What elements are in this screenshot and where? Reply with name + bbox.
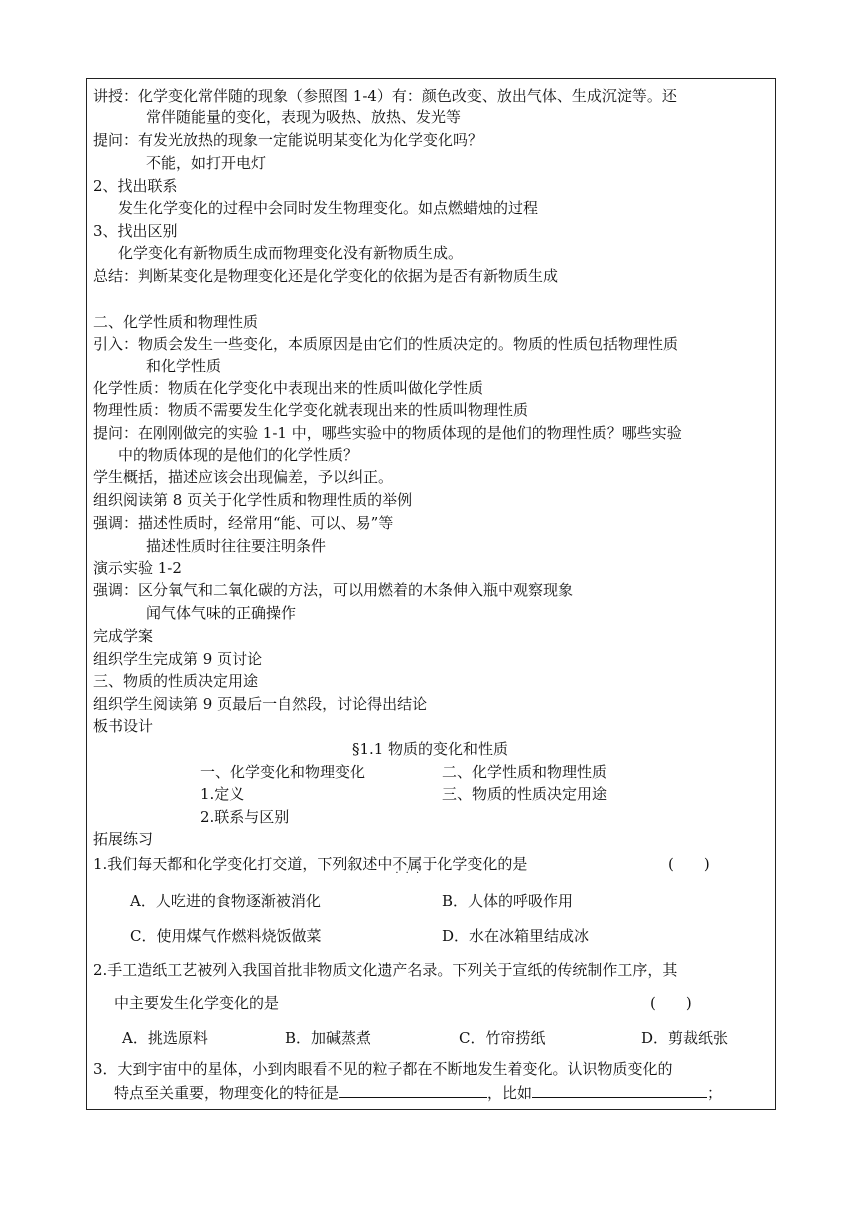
answer-bracket: ( ) [650,994,692,1012]
text-line: 强调：描述性质时，经常用“能、可以、易”等 [93,514,394,532]
option-b: B．加碱蒸煮 [285,1029,372,1047]
text-line: 引入：物质会发生一些变化，本质原因是由它们的性质决定的。物质的性质包括物理性质 [93,335,679,353]
question-3-text: 特点至关重要，物理变化的特征是 [114,1084,340,1102]
question-3-text: ，比如 [487,1084,533,1102]
emphasis-marked-text: 不属于 · · · [392,854,437,874]
text-line: 提问：有发光放热的现象一定能说明某变化为化学变化吗？ [93,131,484,149]
question-1 [93,854,527,874]
text-line: 化学变化有新物质生成而物理变化没有新物质生成。 [118,244,464,262]
option-b: B．人体的呼吸作用 [442,892,574,910]
section-heading: 二、化学性质和物理性质 [93,313,259,331]
exercise-heading: 拓展练习 [93,830,154,848]
text-line: 和化学性质 [146,357,222,375]
text-line: 讲授：化学变化常伴随的现象（参照图 1-4）有：颜色改变、放出气体、生成沉淀等。还 [93,87,677,105]
question-1-text: 1.我们每天都和化学变化打交道，下列叙述中 [93,855,393,873]
text-line: 组织学生阅读第 9 页最后一自然段，讨论得出结论 [93,695,428,713]
board-item: 1.定义 [200,785,245,803]
answer-blank[interactable] [339,1083,487,1098]
question-2: 2.手工造纸工艺被列入我国首批非物质文化遗产名录。下列关于宣纸的传统制作工序，其 [93,961,678,979]
text-line: 提问：在刚刚做完的实验 1-1 中，哪些实验中的物质体现的是他们的物理性质？哪些实验 [93,424,682,442]
option-d: D．水在冰箱里结成冰 [442,927,590,945]
board-item: 2.联系与区别 [200,808,290,826]
text-line: 总结：判断某变化是物理变化还是化学变化的依据为是否有新物质生成 [93,267,559,285]
text-line: 中的物质体现的是他们的化学性质？ [118,446,359,464]
text-line: 3、找出区别 [93,222,178,240]
text-line: 组织阅读第 8 页关于化学性质和物理性质的举例 [93,491,413,509]
text-line: 完成学案 [93,627,154,645]
text-line: 常伴随能量的变化，表现为吸热、放热、发光等 [146,108,462,126]
text-line: 不能，如打开电灯 [146,154,267,172]
answer-bracket: ( ) [668,855,710,873]
option-c: C．竹帘捞纸 [459,1029,546,1047]
text-line: 描述性质时往往要注明条件 [146,537,327,555]
question-2-cont: 中主要发生化学变化的是 [114,994,280,1012]
question-1-text: 化学变化的是 [437,855,528,873]
board-item: 二、化学性质和物理性质 [442,763,608,781]
text-line: 演示实验 1-2 [93,559,182,577]
text-line: 组织学生完成第 9 页讨论 [93,650,263,668]
option-a: A．挑选原料 [122,1029,208,1047]
answer-blank[interactable] [532,1083,707,1098]
question-3: 3．大到宇宙中的星体，小到肉眼看不见的粒子都在不断地发生着变化。认识物质变化的 [93,1060,673,1078]
option-d: D．剪裁纸张 [641,1029,729,1047]
text-line: 学生概括，描述应该会出现偏差，予以纠正。 [93,468,394,486]
text-line: 闻气体气味的正确操作 [146,604,297,622]
text-line: 强调：区分氧气和二氧化碳的方法，可以用燃着的木条伸入瓶中观察现象 [93,581,574,599]
question-3-text: ； [707,1084,723,1102]
text-line: 化学性质：物质在化学变化中表现出来的性质叫做化学性质 [93,379,484,397]
text-line: 发生化学变化的过程中会同时发生物理变化。如点燃蜡烛的过程 [118,199,539,217]
text-line: 物理性质：物质不需要发生化学变化就表现出来的性质叫物理性质 [93,401,529,419]
section-heading: 三、物质的性质决定用途 [93,672,259,690]
option-c: C．使用煤气作燃料烧饭做菜 [130,927,322,945]
question-3-cont [114,1083,722,1103]
text-line: 2、找出联系 [93,177,178,195]
option-a: A．人吃进的食物逐渐被消化 [130,892,321,910]
text-line: 板书设计 [93,717,154,735]
board-item: 一、化学变化和物理变化 [200,763,366,781]
board-item: 三、物质的性质决定用途 [442,785,608,803]
board-title: §1.1 物质的变化和性质 [351,740,509,758]
